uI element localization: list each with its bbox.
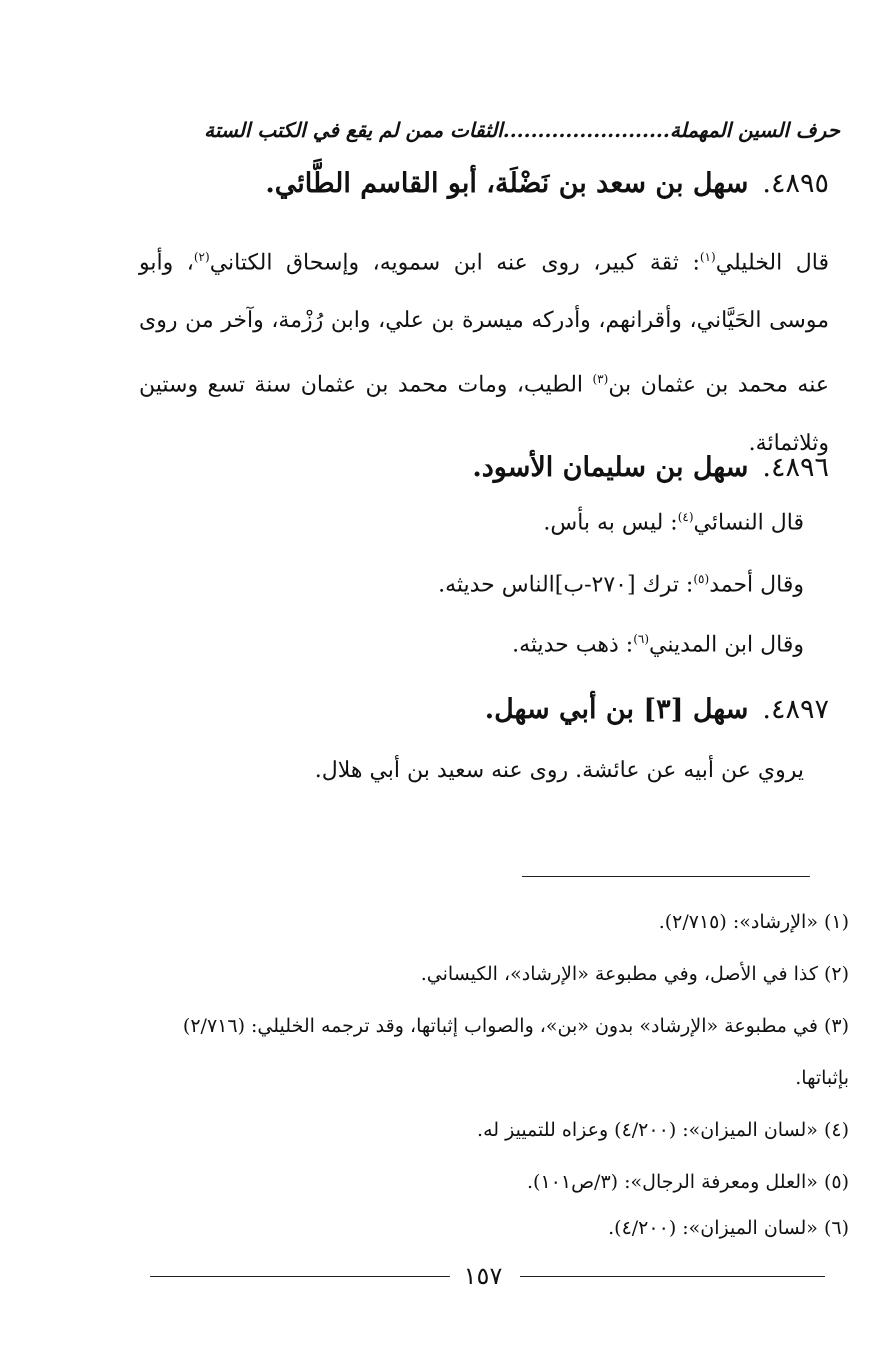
footnote-text: كذا في الأصل، وفي مطبوعة «الإرشاد»، الكيساني. bbox=[420, 963, 818, 985]
entry-line: وقال ابن المديني$^{(٦)}$: ذهب حديثه. bbox=[512, 632, 804, 658]
footnote bbox=[139, 1202, 849, 1254]
footnote-number: (٥) bbox=[823, 1171, 849, 1193]
footnote-text: «العلل ومعرفة الرجال»: (٣/ص١٠١). bbox=[527, 1171, 818, 1193]
footnote-ref[interactable]: (١) bbox=[699, 250, 716, 264]
entry-name: سهل [٣] بن أبي سهل. bbox=[484, 694, 749, 725]
footnote bbox=[139, 1000, 849, 1104]
footnote-separator bbox=[522, 876, 810, 877]
footnote-text: «لسان الميزان»: (٤/٢٠٠) وعزاه للتمييز له. bbox=[477, 1119, 818, 1141]
footnote-ref[interactable]: (٢) bbox=[193, 250, 210, 264]
page-number: ١٥٧ bbox=[463, 1262, 503, 1290]
footer-rule-left bbox=[150, 1276, 450, 1277]
footnote-number: (٤) bbox=[823, 1119, 849, 1141]
running-header: حرف السين المهملة........................الثقات ممن لم يقع في الكتب الستة bbox=[204, 118, 840, 142]
footnote bbox=[139, 1156, 849, 1208]
footnote-text: «لسان الميزان»: (٤/٢٠٠). bbox=[608, 1217, 818, 1239]
entry-number: ٤٨٩٦. bbox=[762, 452, 829, 483]
footnote-number: (٣) bbox=[823, 1015, 849, 1037]
footer-rule-right bbox=[520, 1276, 825, 1277]
entry-text: قال الخليلي$^{(١)}$: ثقة كبير، روى عنه ابن سمويه، وإسحاق الكتاني$^{(٢)}$، وأبو موسى الحَيَّاني، وأقرانهم، وأدركه ميسرة بن علي، وابن رُزْمة، وآخر من روى عنه محمد بن عثمان بن$^{(٣)}$ الطيب، ومات محمد بن عثمان سنة تسع وستين وثلاثمائة. bbox=[139, 250, 829, 456]
entry-heading bbox=[129, 694, 829, 725]
footnote-text: في مطبوعة «الإرشاد» بدون «بن»، والصواب إثباتها، وقد ترجمه الخليلي: (٢/٧١٦) بإثباتها. bbox=[182, 1015, 849, 1089]
footnote-number: (٦) bbox=[823, 1217, 849, 1239]
footnote-ref[interactable]: (٦) bbox=[633, 632, 650, 646]
footnote-ref[interactable]: (٤) bbox=[677, 510, 694, 524]
entry-heading bbox=[129, 168, 829, 199]
entry-line: قال النسائي$^{(٤)}$: ليس به بأس. bbox=[543, 510, 804, 536]
entry-line: يروي عن أبيه عن عائشة. روى عنه سعيد بن أبي هلال. bbox=[314, 758, 804, 783]
entry-name: سهل بن سعد بن نَضْلَة، أبو القاسم الطَّائي. bbox=[265, 168, 749, 199]
entry-number: ٤٨٩٥. bbox=[762, 168, 829, 199]
entry-heading bbox=[129, 452, 829, 483]
footnote-ref[interactable]: (٣) bbox=[592, 372, 609, 387]
footnote-number: (١) bbox=[823, 911, 849, 933]
footnote bbox=[139, 948, 849, 1000]
entry-name: سهل بن سليمان الأسود. bbox=[472, 452, 749, 483]
entry-number: ٤٨٩٧. bbox=[762, 694, 829, 725]
footnote-text: «الإرشاد»: (٢/٧١٥). bbox=[658, 911, 818, 933]
footnote-number: (٢) bbox=[823, 963, 849, 985]
footnote bbox=[139, 1104, 849, 1156]
footnote bbox=[139, 896, 849, 948]
entry-line: وقال أحمد$^{(٥)}$: ترك [٢٧٠-ب]الناس حديثه. bbox=[438, 572, 804, 598]
footnote-ref[interactable]: (٥) bbox=[693, 572, 710, 586]
